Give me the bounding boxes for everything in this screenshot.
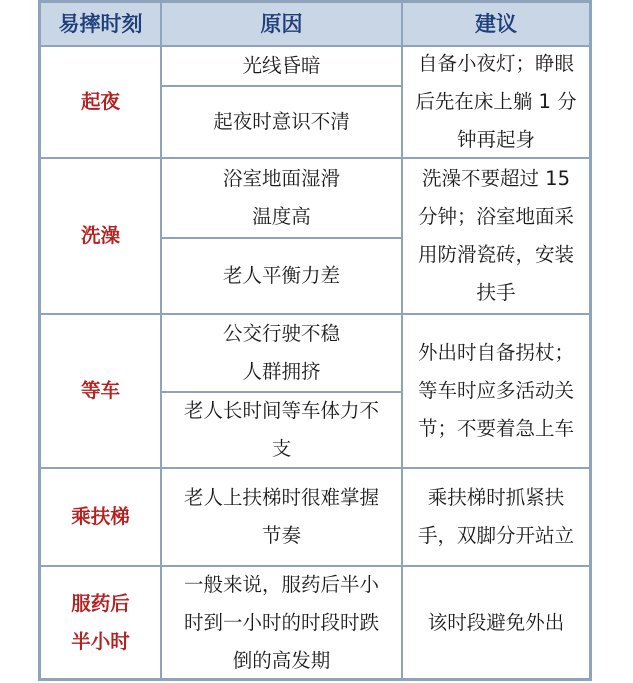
reason-cell: 光线昏暗 — [162, 47, 401, 85]
fall-risk-table — [38, 0, 592, 681]
reason-cell: 起夜时意识不清 — [162, 87, 401, 157]
reason-cell: 老人长时间等车体力不 支 — [162, 393, 401, 467]
reason-cell: 老人上扶梯时很难掌握 节奏 — [162, 469, 401, 565]
advice-cell: 外出时自备拐杖； 等车时应多活动关 节；不要着急上车 — [403, 315, 589, 467]
moment-bath: 洗澡 — [41, 159, 160, 313]
header-moment: 易摔时刻 — [41, 3, 160, 45]
advice-cell: 乘扶梯时抓紧扶 手，双脚分开站立 — [403, 469, 589, 565]
advice-cell: 该时段避免外出 — [403, 567, 589, 678]
moment-bus: 等车 — [41, 315, 160, 467]
advice-cell: 自备小夜灯；睁眼 后先在床上躺 1 分 钟再起身 — [403, 47, 589, 157]
header-advice: 建议 — [403, 3, 589, 45]
header-reason: 原因 — [162, 3, 401, 45]
moment-escalator: 乘扶梯 — [41, 469, 160, 565]
reason-cell: 浴室地面湿滑 温度高 — [162, 159, 401, 237]
advice-cell: 洗澡不要超过 15 分钟；浴室地面采 用防滑瓷砖，安装 扶手 — [403, 159, 589, 313]
reason-cell: 一般来说，服药后半小 时到一小时的时段时跌 倒的高发期 — [162, 567, 401, 678]
moment-after-medicine: 服药后 半小时 — [41, 567, 160, 678]
moment-night: 起夜 — [41, 47, 160, 157]
reason-cell: 公交行驶不稳 人群拥挤 — [162, 315, 401, 391]
reason-cell: 老人平衡力差 — [162, 239, 401, 313]
